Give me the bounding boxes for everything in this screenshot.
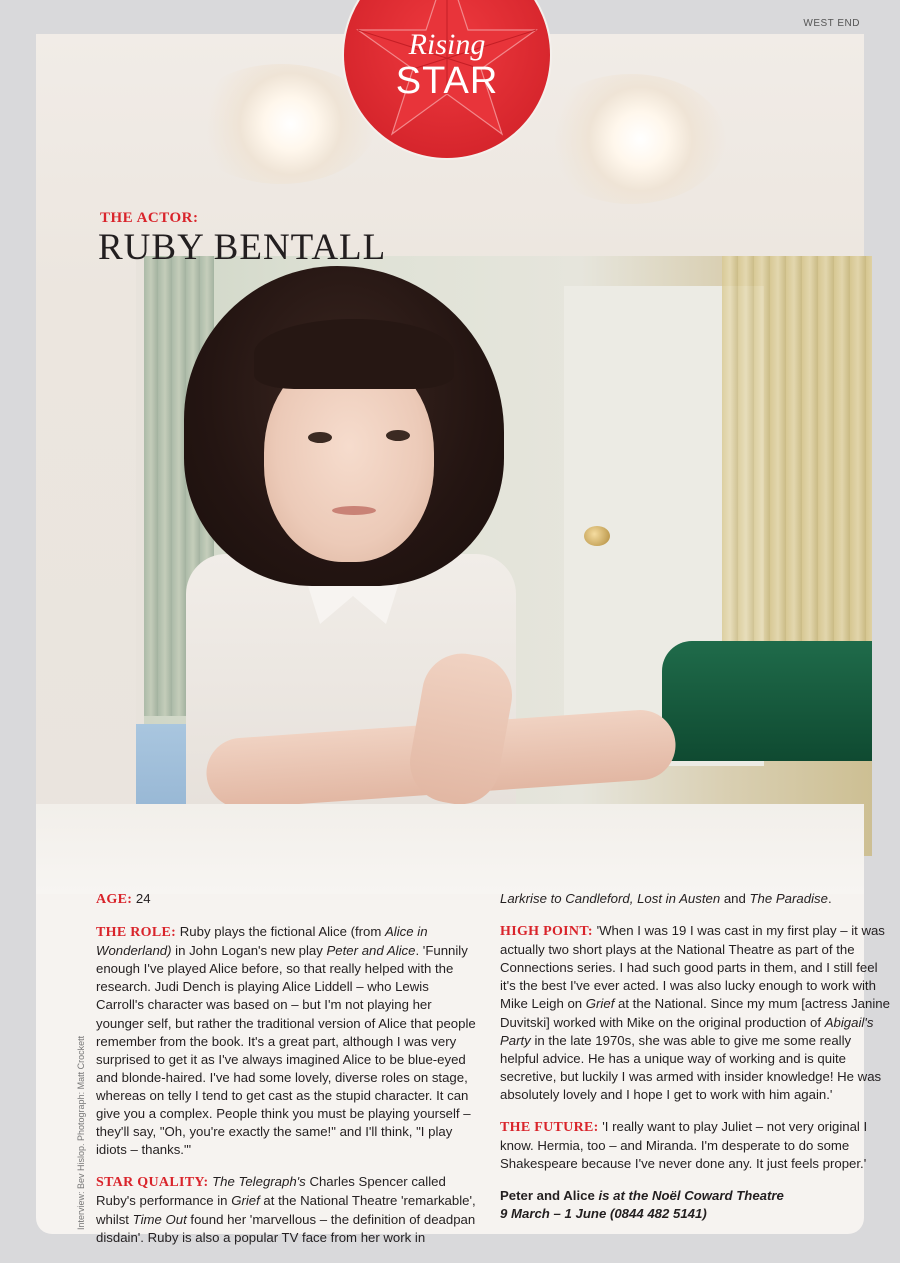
show-dates: 9 March – 1 June (0844 482 5141) bbox=[500, 1206, 707, 1222]
star-quality-paragraph: STAR QUALITY: The Telegraph's Charles Spencer called Ruby's performance in Grief at the National Theatre 'remarkable', whilst Time Out found her 'marvellous – the definition of deadpan disdain'. Ruby is also a popular TV face from her work in bbox=[96, 1174, 476, 1245]
role-label: THE ROLE: bbox=[96, 925, 177, 941]
actor-name: RUBY BENTALL bbox=[98, 227, 387, 268]
photo-credit: Interview: Bev Hislop. Photograph: Matt Crockett bbox=[76, 1035, 86, 1230]
star-quality-label: STAR QUALITY: bbox=[96, 1175, 209, 1191]
high-point-paragraph: HIGH POINT: 'When I was 19 I was cast in my first play – it was actually two short plays at the National Theatre as part of the Connections series. I had such good parts in them, and I still feel it's the best I've ever acted. I was also lucky enough to work with Mike Leigh on Grief at the National. Since my mum [actress Janine Duvitski] worked with Mike on the original production of Abigail's Party in the late 1970s, she was able to give me some really helpful advice. He has a unique way of working and is quite secretive, but luckily I was armed with insider knowledge! He was absolutely lovely and I hope I get to work with him again.' bbox=[500, 923, 890, 1102]
actor-label: THE ACTOR: bbox=[100, 210, 199, 226]
show-title: Peter and Alice bbox=[500, 1188, 595, 1204]
portrait-photo bbox=[36, 34, 864, 894]
future-label: THE FUTURE: bbox=[500, 1120, 599, 1136]
future-paragraph: THE FUTURE: 'I really want to play Juliet – not very original I know. Hermia, too – and Miranda. I'm desperate to do some Shakespeare because I've never done any. It just feels proper.' bbox=[500, 1119, 868, 1172]
show-venue: is at the Noël Coward Theatre bbox=[594, 1188, 784, 1204]
badge-rising-text: Rising bbox=[408, 28, 486, 61]
article-column-left bbox=[96, 890, 480, 1261]
star-quality-continued: Larkrise to Candleford, Lost in Austen and The Paradise. bbox=[500, 891, 832, 906]
rising-star-badge bbox=[344, 0, 550, 158]
section-tag: WEST END bbox=[803, 18, 860, 29]
age-label: AGE: bbox=[96, 892, 133, 907]
page-card bbox=[36, 34, 890, 1245]
age-paragraph bbox=[96, 890, 480, 909]
badge-star-text: STAR bbox=[395, 60, 499, 102]
show-info bbox=[500, 1187, 890, 1223]
role-paragraph: THE ROLE: Ruby plays the fictional Alice (from Alice in Wonderland) in John Logan's new play Peter and Alice. 'Funnily enough I've played Alice before, so that really helped with the research. Judi Dench is playing Alice Liddell – who Lewis Carroll's character was based on – but I'm not playing her younger self, but rather the traditional version of Alice that people remember from the book. It's a great part, although I was very surprised to get it as I've always imagined Alice to be blue-eyed and blonde-haired. I've had some lovely, diverse roles on stage, whereas on telly I tend to get cast as the stupid character. It can give you a complex. People think you must be playing yourself – they'll say, "Oh, you're exactly the same!" and I'll think, "I play idiots – thanks."' bbox=[96, 924, 476, 1158]
age-value: 24 bbox=[135, 891, 151, 906]
article-column-right bbox=[500, 890, 890, 1238]
high-point-label: HIGH POINT: bbox=[500, 924, 593, 940]
